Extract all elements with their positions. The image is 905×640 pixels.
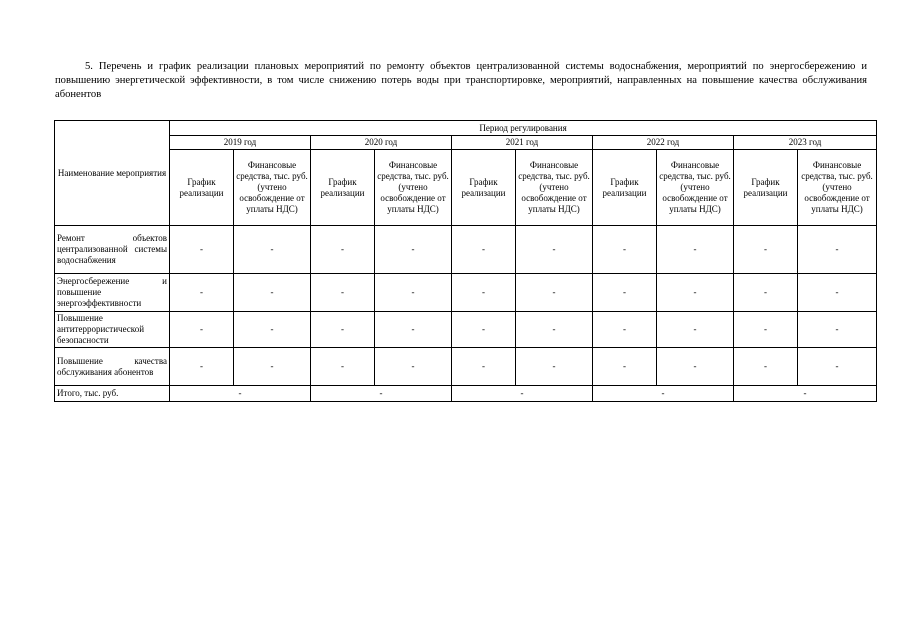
total-cell: - [734, 386, 877, 402]
table-cell: - [734, 274, 798, 312]
table-row [55, 274, 877, 312]
table-cell: - [734, 226, 798, 274]
table-cell: - [516, 312, 593, 348]
table-cell: - [452, 274, 516, 312]
table-cell: - [234, 274, 311, 312]
table-cell: - [593, 226, 657, 274]
total-cell: - [170, 386, 311, 402]
finance-subheader: Финансовые средства, тыс. руб. (учтено освобождение от уплаты НДС) [516, 150, 593, 226]
table-cell: - [734, 312, 798, 348]
table-cell: - [311, 348, 375, 386]
period-header: Период регулирования [170, 121, 877, 136]
schedule-subheader: График реализации [734, 150, 798, 226]
table-row [55, 226, 877, 274]
table-cell: - [798, 348, 877, 386]
table-cell: - [234, 226, 311, 274]
row-name: Ремонт объектов централизованной системы водоснабжения [55, 226, 170, 274]
table-cell: - [311, 274, 375, 312]
schedule-subheader: График реализации [593, 150, 657, 226]
year-header: 2023 год [734, 136, 877, 150]
table-cell: - [311, 226, 375, 274]
total-cell: - [452, 386, 593, 402]
schedule-subheader: График реализации [170, 150, 234, 226]
table-cell: - [657, 274, 734, 312]
table-cell: - [516, 274, 593, 312]
finance-subheader: Финансовые средства, тыс. руб. (учтено освобождение от уплаты НДС) [657, 150, 734, 226]
table-row [55, 312, 877, 348]
year-header: 2019 год [170, 136, 311, 150]
table-cell: - [170, 274, 234, 312]
schedule-subheader: График реализации [452, 150, 516, 226]
finance-subheader: Финансовые средства, тыс. руб. (учтено освобождение от уплаты НДС) [375, 150, 452, 226]
total-cell: - [593, 386, 734, 402]
table-cell: - [375, 312, 452, 348]
table-cell: - [593, 348, 657, 386]
table-cell: - [798, 226, 877, 274]
table-cell: - [452, 226, 516, 274]
table-cell: - [170, 348, 234, 386]
table-header [55, 121, 877, 226]
name-column-header: Наименование мероприятия [55, 121, 170, 226]
table-cell: - [375, 348, 452, 386]
finance-subheader: Финансовые средства, тыс. руб. (учтено освобождение от уплаты НДС) [234, 150, 311, 226]
year-header: 2022 год [593, 136, 734, 150]
schedule-subheader: График реализации [311, 150, 375, 226]
total-label: Итого, тыс. руб. [55, 386, 170, 402]
table-cell: - [657, 312, 734, 348]
table-cell: - [170, 226, 234, 274]
table-cell: - [593, 274, 657, 312]
table-cell: - [234, 348, 311, 386]
year-header: 2021 год [452, 136, 593, 150]
table-cell: - [798, 312, 877, 348]
table-cell: - [234, 312, 311, 348]
row-name: Повышение антитеррористической безопасности [55, 312, 170, 348]
table-cell: - [516, 226, 593, 274]
table-cell: - [452, 348, 516, 386]
table-cell: - [311, 312, 375, 348]
table-cell: - [375, 226, 452, 274]
year-header: 2020 год [311, 136, 452, 150]
table-cell: - [657, 226, 734, 274]
table-cell: - [798, 274, 877, 312]
table-cell: - [170, 312, 234, 348]
table-cell: - [593, 312, 657, 348]
table-cell: - [452, 312, 516, 348]
table-cell: - [375, 274, 452, 312]
table-cell: - [516, 348, 593, 386]
finance-subheader: Финансовые средства, тыс. руб. (учтено освобождение от уплаты НДС) [798, 150, 877, 226]
plan-table [54, 120, 877, 402]
total-row [55, 386, 877, 402]
section-heading: 5. Перечень и график реализации плановых мероприятий по ремонту объектов централизованной системы водоснабжения, мероприятий по энергосбережению и повышению энергетической эффективности, в том числе снижению потерь воды при транспортировке, мероприятий, направленных на повышение качества обслуживания абонентов [55, 61, 867, 100]
table-cell: - [734, 348, 798, 386]
table-body [55, 226, 877, 402]
row-name: Повышение качества обслуживания абонентов [55, 348, 170, 386]
table-row [55, 348, 877, 386]
table-cell: - [657, 348, 734, 386]
total-cell: - [311, 386, 452, 402]
row-name: Энергосбережение и повышение энергоэффективности [55, 274, 170, 312]
